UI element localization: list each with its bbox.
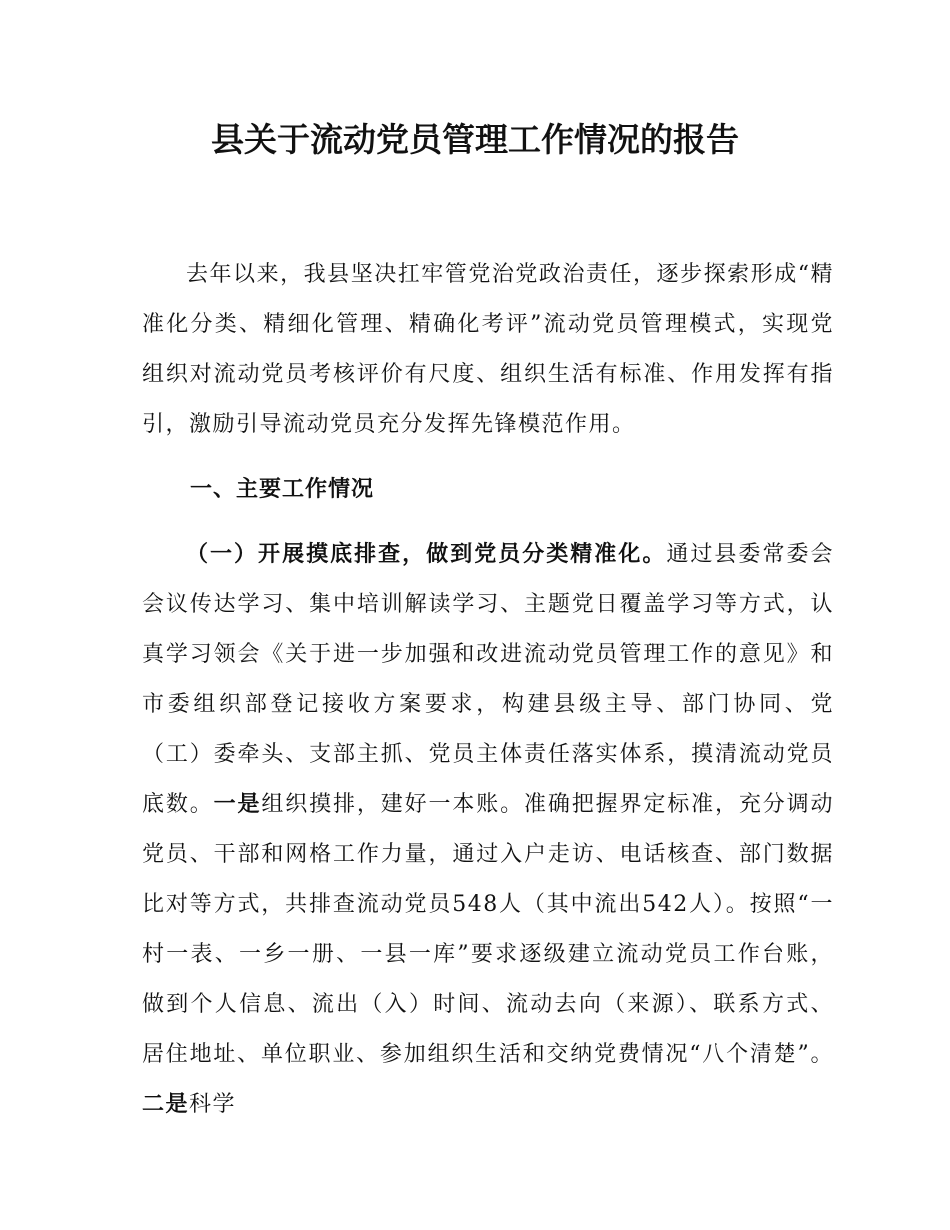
item1-text-b: 组织摸排，建好一本账。准确把握界定标准，充分调动党员、干部和网格工作力量，通过入户走访、电话核查、部门数据比对等方式，共排查流动党员548人（其中流出542人）。按照“一村一表、一乡一册、一县一库”要求逐级建立流动党员工作台账，做到个人信息、流出（入）时间、流动去向（来源）、联系方式、居住地址、单位职业、参加组织生活和交纳党费情况“八个清楚”。 (142, 792, 834, 1067)
intro-paragraph: 去年以来，我县坚决扛牢管党治党政治责任，逐步探索形成“精准化分类、精细化管理、精确化考评”流动党员管理模式，实现党组织对流动党员考核评价有尺度、组织生活有标准、作用发挥有指引，激励引导流动党员充分发挥先锋模范作用。 (142, 262, 834, 437)
document-title: 县关于流动党员管理工作情况的报告 (211, 120, 739, 159)
item1-heading: （一）开展摸底排查，做到党员分类精准化。 (186, 542, 667, 567)
item1-text-c: 科学 (189, 1092, 237, 1117)
section-heading-main-work: 一、主要工作情况 (190, 477, 375, 502)
section1-item1-paragraph (142, 530, 834, 1130)
point2-label: 二是 (142, 1092, 190, 1117)
item1-text-a: 通过县委常委会会议传达学习、集中培训解读学习、主题党日覆盖学习等方式，认真学习领会《关于进一步加强和改进流动党员管理工作的意见》和市委组织部登记接收方案要求，构建县级主导、部门协同、党（工）委牵头、支部主抓、党员主体责任落实体系，摸清流动党员底数。 (142, 542, 834, 817)
point1-label: 一是 (213, 792, 262, 817)
